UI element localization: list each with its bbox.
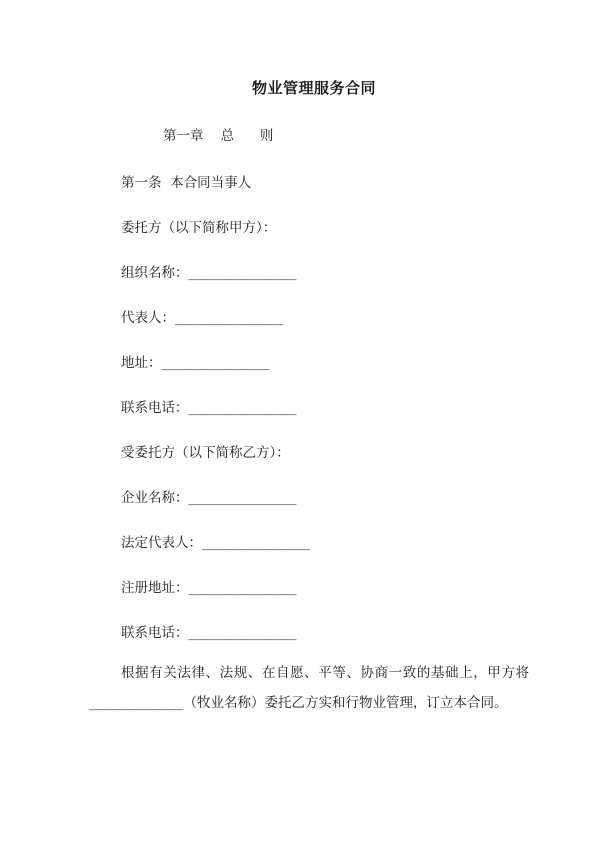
party-b-phone-field: 联系电话：________________ <box>121 625 297 641</box>
party-a-phone-field: 联系电话：________________ <box>121 400 297 416</box>
chapter-heading: 第一章 总 则 <box>163 128 274 144</box>
document-title: 物业管理服务合同 <box>251 79 376 97</box>
party-b-legal-rep-field: 法定代表人：________________ <box>121 535 310 551</box>
party-b-company-name-field: 企业名称：________________ <box>121 490 297 506</box>
party-b-heading: 受委托方（以下简称乙方）： <box>121 445 290 461</box>
preamble-paragraph <box>89 658 529 718</box>
party-a-heading: 委托方（以下简称甲方）： <box>121 220 277 236</box>
party-a-address-field: 地址：________________ <box>121 355 270 371</box>
party-a-representative-field: 代表人：________________ <box>121 310 283 326</box>
party-b-address-field: 注册地址：________________ <box>121 580 297 596</box>
party-a-org-name-field: 组织名称：________________ <box>121 265 297 281</box>
article-heading: 第一条 本合同当事人 <box>121 175 252 191</box>
preamble-text: 根据有关法律、法规、在自愿、平等、协商一致的基础上，甲方将______________（牧业名称）委托乙方实和行物业管理，订立本合同。 <box>89 665 529 711</box>
